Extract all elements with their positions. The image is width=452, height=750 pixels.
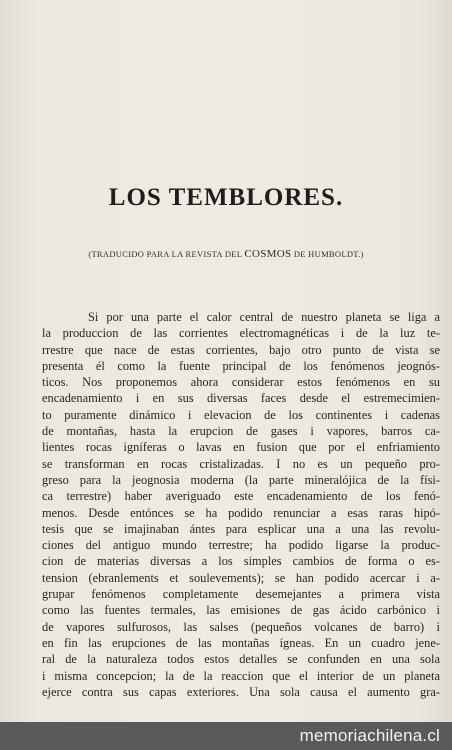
body-line: lientes rocas igníferas o lavas en fusion que por el enfriamiento [42, 440, 440, 455]
body-line: ca terrestre) haber averiguado este encadenamiento de los fenó- [42, 489, 440, 504]
body-line: presenta él como la fuente principal de los fenómenos jeognós- [42, 358, 440, 373]
body-line: de vapores sulfurosos, las salses (pequeños volcanes de barro) i [42, 619, 440, 634]
body-line: tesis que se imajinaban ántes para esplicar una a una las revolu- [42, 521, 440, 536]
body-line: Si por una parte el calor central de nuestro planeta se liga a [88, 310, 440, 324]
body-line: cion de materias diversas a los simples cambios de forma o es- [42, 554, 440, 569]
body-line: la produccion de las corrientes electromagnéticas i de la luz te- [42, 326, 440, 341]
body-line: rrestre que nace de estas corrientes, bajo otro punto de vista se [42, 342, 440, 357]
article-title: LOS TEMBLORES. [108, 184, 344, 211]
article-subtitle [0, 248, 452, 260]
body-line: en fin las erupciones de las montañas ígneas. En un cuadro jene- [42, 635, 440, 650]
subtitle-open: (TRADUCIDO PARA LA REVISTA DEL [88, 249, 245, 259]
body-line: ejerce contra sus capas exteriores. Una sola causa el aumento gra- [42, 684, 440, 699]
body-line: se transforman en rocas cristalizadas. I no es un pequeño pro- [42, 456, 440, 471]
body-line: i misma concepcion; la de la reaccion que el interior de un planeta [42, 668, 440, 683]
bleed-through-text [314, 24, 444, 174]
body-line: como las fuentes termales, las emisiones de gas ácido carbónico i [42, 603, 440, 618]
body-line: greso para la jeognosia moderna (la parte mineralójica de la físi- [42, 472, 440, 487]
body-line: de montañas, hasta la erupcion de gases i vapores, barros ca- [42, 424, 440, 439]
body-line: to puramente dinámico i elevacion de los continentes i cadenas [42, 407, 440, 422]
source-watermark[interactable]: memoriachilena.cl [299, 726, 440, 745]
body-line: encadenamiento i en sus diversas faces desde el estremecimien- [42, 391, 440, 406]
body-line: ciones del antiguo mundo terrestre; ha podido ligarse la produc- [42, 538, 440, 553]
body-line: ticos. Nos proponemos ahora considerar estos fenómenos en su [42, 375, 440, 390]
body-line: menos. Desde entónces se ha podido renunciar a esas raras hipó- [42, 505, 440, 520]
body-line: ral de la naturaleza todos estos detalles se confunden en una sola [42, 652, 440, 667]
article-body [42, 309, 440, 700]
body-line: grupar fenómenos completamente desemejantes a primera vista [42, 587, 440, 602]
body-line: tension (ebranlements et soulevements); se han podido acercar i a- [42, 570, 440, 585]
subtitle-emphasis: COSMOS [244, 248, 292, 260]
subtitle-close: DE HUMBOLDT.) [291, 249, 364, 259]
